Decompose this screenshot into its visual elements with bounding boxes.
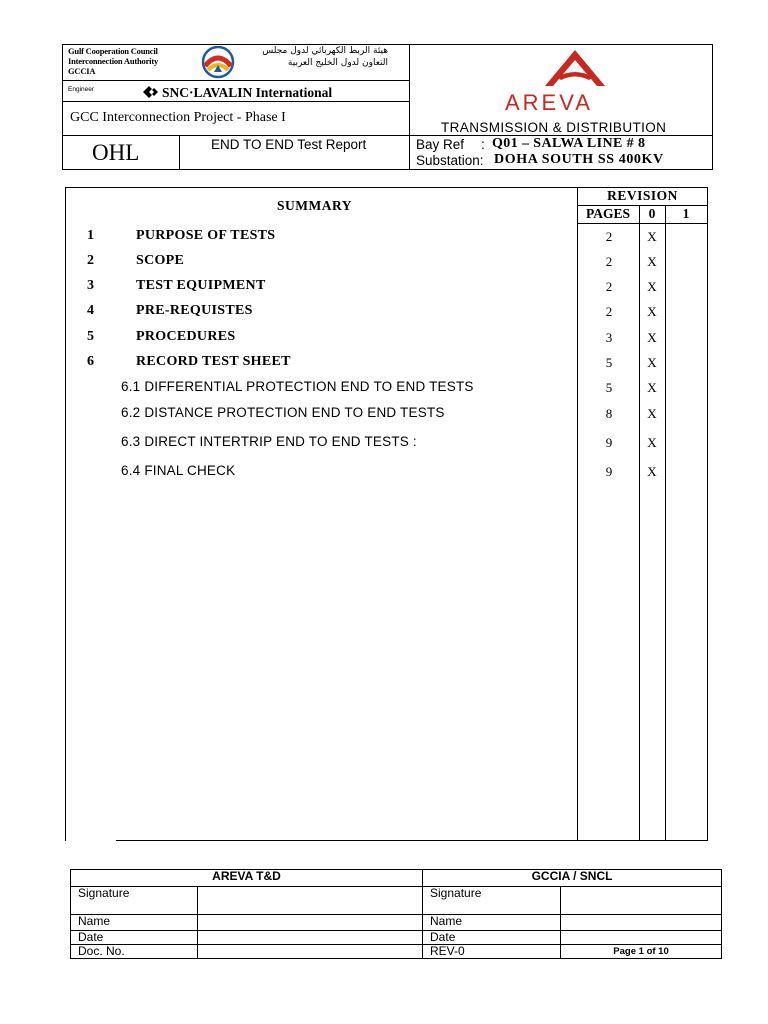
gccia-signoff-header: GCCIA / SNCL [423,870,722,887]
rev-1-header: 1 [682,206,690,221]
bay-ref-label: Bay Ref [416,137,465,152]
project-title: GCC Interconnection Project - Phase I [70,110,286,125]
summary-subrow [0,463,768,483]
summary-subrow [0,405,768,425]
subitem-page: 9 [605,435,613,450]
page-number: Page 1 of 10 [561,945,722,959]
gccia-name-label: Name [423,915,561,931]
subitem-title: 6.2 DISTANCE PROTECTION END TO END TESTS [121,405,445,420]
gcc-line-1: Gulf Cooperation Council [68,46,158,56]
item-number: 6 [87,354,94,369]
item-title: PROCEDURES [136,329,236,344]
revision-label: REV-0 [423,945,561,959]
summary-subrow [0,379,768,399]
item-page: 2 [605,254,613,269]
doc-no-field[interactable] [198,945,423,959]
substation-label: Substation: [416,153,484,168]
bay-ref-value: Q01 – SALWA LINE # 8 [492,136,646,151]
subitem-page: 9 [605,464,613,479]
item-page: 2 [605,304,613,319]
subitem-rev0-mark: X [647,435,657,450]
rev-0-header: 0 [648,206,656,221]
item-title: PRE-REQUISTES [136,303,253,318]
subitem-page: 8 [605,406,613,421]
areva-date-label: Date [71,931,198,945]
summary-row [0,228,768,248]
areva-division: TRANSMISSION & DISTRIBUTION [441,120,667,135]
snc-lavalin-logo-icon [142,85,160,99]
areva-logo-text: AREVA [505,90,593,115]
item-rev0-mark: X [647,304,657,319]
subitem-rev0-mark: X [647,406,657,421]
gccia-date-label: Date [423,931,561,945]
summary-row [0,354,768,374]
item-rev0-mark: X [647,229,657,244]
areva-name-field[interactable] [198,915,423,931]
discipline-label: OHL [92,140,140,165]
subitem-title: 6.3 DIRECT INTERTRIP END TO END TESTS : [121,434,417,449]
gccia-name-field[interactable] [561,915,722,931]
item-number: 2 [87,253,94,268]
doc-no-label: Doc. No. [71,945,198,959]
gccia-name-block [68,46,158,76]
revision-header: REVISION [607,188,678,203]
areva-date-field[interactable] [198,931,423,945]
item-page: 5 [605,355,613,370]
gcc-line-3: GCCIA [68,66,96,76]
gcc-line-2: Interconnection Authority [68,56,158,66]
item-title: RECORD TEST SHEET [136,354,291,369]
arabic-line-2: التعاون لدول الخليج العربية [287,58,388,68]
gccia-signature-field[interactable] [561,887,722,915]
gccia-signature-label: Signature [423,887,561,915]
subitem-rev0-mark: X [647,464,657,479]
subitem-page: 5 [605,380,613,395]
areva-signature-label: Signature [71,887,198,915]
summary-row [0,303,768,323]
areva-logo-mark [543,50,607,88]
item-page: 3 [605,330,613,345]
item-number: 3 [87,278,94,293]
areva-signoff-header: AREVA T&D [71,870,423,887]
arabic-line-1: هيئة الربط الكهربائي لدول مجلس [262,46,388,56]
item-title: PURPOSE OF TESTS [136,228,276,243]
item-rev0-mark: X [647,330,657,345]
report-title: END TO END Test Report [211,137,367,152]
item-page: 2 [605,279,613,294]
areva-name-label: Name [71,915,198,931]
item-number: 5 [87,329,94,344]
signoff-table [70,869,722,959]
summary-title: SUMMARY [277,198,353,213]
engineer-label: Engineer [68,86,95,93]
pages-header: PAGES [585,206,630,221]
gccia-date-field[interactable] [561,931,722,945]
item-number: 1 [87,228,94,243]
snc-lavalin-name: SNC·LAVALIN International [162,85,333,100]
summary-row [0,278,768,298]
summary-row [0,253,768,273]
item-title: SCOPE [136,253,185,268]
areva-signature-field[interactable] [198,887,423,915]
subitem-title: 6.4 FINAL CHECK [121,463,236,478]
item-rev0-mark: X [647,279,657,294]
gccia-arabic-name [238,45,388,69]
bay-ref-separator: : [481,137,485,152]
item-rev0-mark: X [647,355,657,370]
item-number: 4 [87,303,94,318]
subitem-title: 6.1 DIFFERENTIAL PROTECTION END TO END TESTS [121,379,474,394]
subitem-rev0-mark: X [647,380,657,395]
summary-subrow [0,434,768,454]
item-rev0-mark: X [647,254,657,269]
gccia-logo [200,46,236,79]
item-page: 2 [605,229,613,244]
summary-row [0,329,768,349]
item-title: TEST EQUIPMENT [136,278,266,293]
substation-value: DOHA SOUTH SS 400KV [494,152,664,167]
